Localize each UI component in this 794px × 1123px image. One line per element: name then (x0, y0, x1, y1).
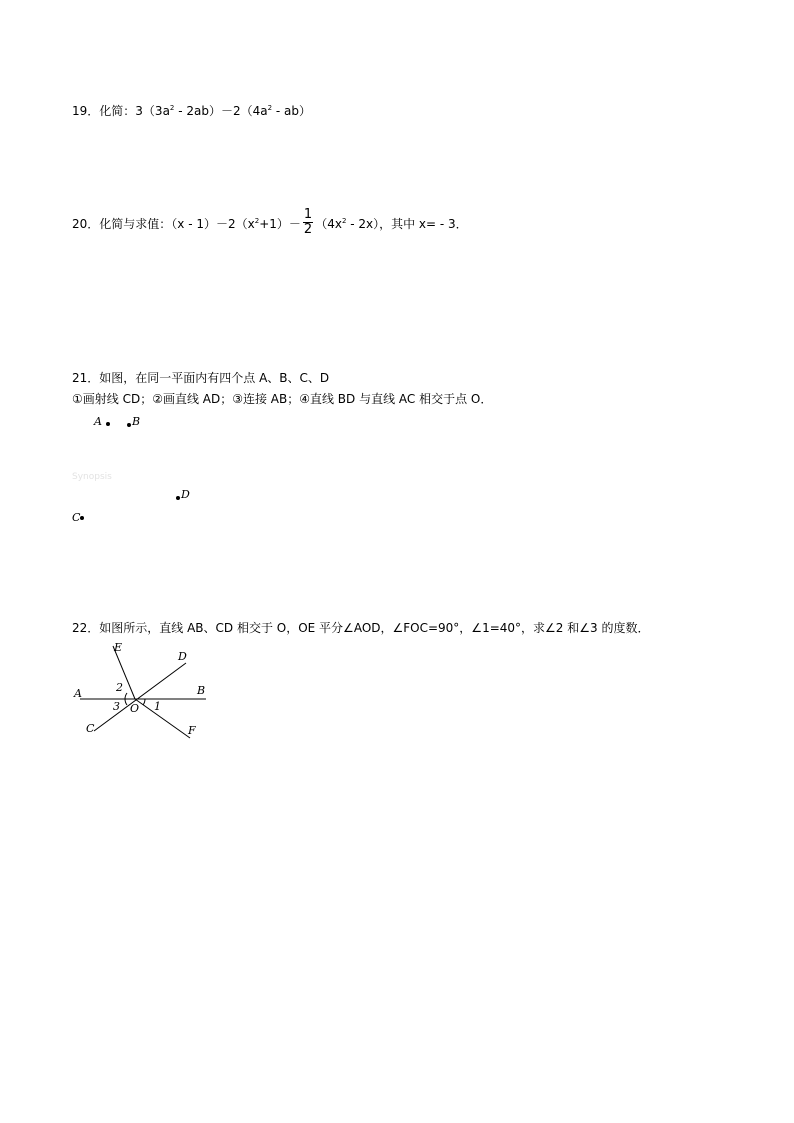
expression-part: 3（3a (135, 104, 170, 118)
point-b-label: B (132, 415, 141, 428)
question-21-stem: 21．如图，在同一平面内有四个点 A、B、C、D (72, 371, 330, 385)
point-c-label: C (72, 511, 81, 524)
question-lead: 化简与求值： (99, 217, 172, 231)
angle-2-arc (125, 693, 127, 699)
exponent: 2 (267, 104, 273, 112)
point-a-label: A (94, 415, 102, 428)
label-e: E (114, 641, 123, 654)
exponent: 2 (169, 104, 175, 112)
question-number: 20． (72, 217, 100, 231)
expression-part: （4x (315, 217, 342, 231)
label-c: C (86, 722, 95, 735)
expression-part: - 2ab）－2（4a (174, 104, 268, 118)
label-b: B (197, 684, 206, 697)
expression-part: - 2x），其中 x= - 3． (346, 217, 468, 231)
angle-3-label: 3 (113, 700, 120, 713)
angle-1-label: 1 (154, 700, 161, 713)
question-number: 19． (72, 104, 100, 118)
fraction-numerator: 1 (303, 207, 313, 222)
watermark-text: Synopsis (72, 472, 112, 482)
question-21-instructions: ①画射线 CD；②画直线 AD；③连接 AB；④直线 BD 与直线 AC 相交于点 O． (72, 392, 493, 406)
question-22: 22．如图所示，直线 AB、CD 相交于 O，OE 平分∠AOD，∠FOC=90°，∠1=40°，求∠2 和∠3 的度数． (72, 621, 650, 635)
angle-3-arc (125, 699, 127, 705)
label-o: O (130, 702, 140, 715)
expression-part: +1）－ (259, 217, 301, 231)
label-d: D (178, 650, 187, 663)
exponent: 2 (254, 217, 260, 225)
line-cd (94, 663, 186, 731)
angle-1-arc (143, 699, 145, 705)
angle-2-label: 2 (116, 681, 123, 694)
label-f: F (188, 724, 196, 737)
fraction-denominator: 2 (303, 222, 313, 237)
expression-part: （x - 1）－2（x (171, 217, 255, 231)
exponent: 2 (341, 217, 347, 225)
expression-part: - ab） (272, 104, 311, 118)
question-lead: 化简： (99, 104, 136, 118)
label-a: A (74, 687, 82, 700)
point-d-label: D (181, 488, 190, 501)
